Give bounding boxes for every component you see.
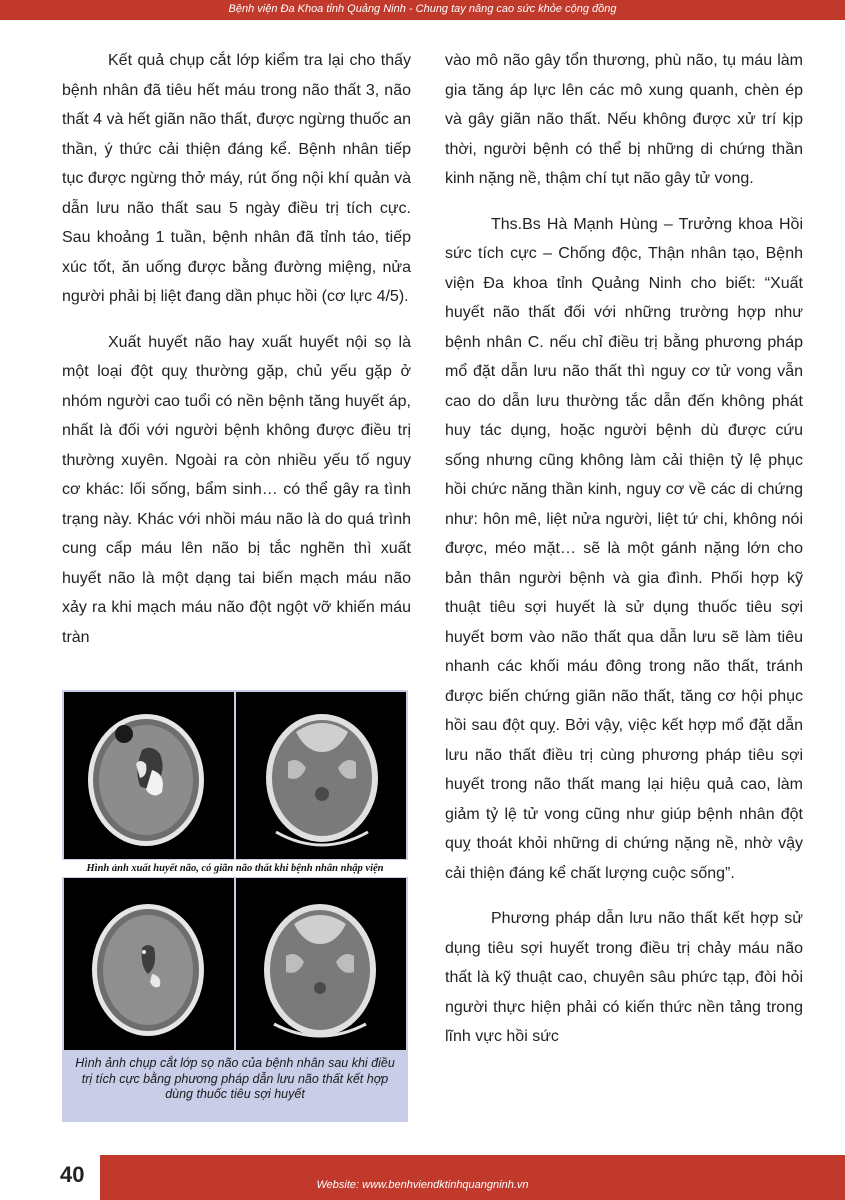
ct-scan-admission-skull-base	[236, 692, 406, 859]
paragraph: Phương pháp dẫn lưu não thất kết hợp sử dụng tiêu sợi huyết trong điều trị chảy máu não thất là kỹ thuật cao, chuyên sâu phức tạp, đòi hỏi người thực hiện phải có kiến thức nền tảng trong lĩnh vực hồi sức	[445, 910, 803, 1045]
ct-scan-after-treatment-axial	[64, 878, 234, 1050]
ct-scan-admission-axial	[64, 692, 234, 859]
ct-scan-after-treatment-skull-base	[236, 878, 406, 1050]
paragraph: Xuất huyết não hay xuất huyết nội sọ là một loại đột quỵ thường gặp, chủ yếu gặp ở nhóm người cao tuổi có nền bệnh tăng huyết áp, nhất là đối với người bệnh không được điều trị thường xuyên. Ngoài ra còn nhiều yếu tố nguy cơ khác: lối sống, bẩm sinh… có thể gây ra tình trạng này. Khác với nhồi máu não là do quá trình cung cấp máu lên não bị tắc nghẽn thì xuất huyết não là một dạng tai biến mạch máu não xảy ra khi mạch máu não đột ngột vỡ khiến máu tràn	[62, 333, 411, 646]
paragraph: Kết quả chụp cắt lớp kiểm tra lại cho thấy bệnh nhân đã tiêu hết máu trong não thất 3, não thất 4 và hết giãn não thất, được ngừng thuốc an thần, ý thức cải thiện đáng kể. Bệnh nhân tiếp tục được ngừng thở máy, rút ống nội khí quản và dẫn lưu não thất sau 5 ngày điều trị tích cực. Sau khoảng 1 tuần, bệnh nhân đã tỉnh táo, tiếp xúc tốt, ăn uống được bằng đường miệng, nửa người phải bị liệt đang dần phục hồi (cơ lực 4/5).	[62, 52, 411, 305]
figure-caption-bottom: Hình ảnh chụp cắt lớp sọ não của bệnh nhân sau khi điều trị tích cực bằng phương pháp dẫn lưu não thất kết hợp dùng thuốc tiêu sợi huyết	[75, 1056, 395, 1101]
figure-caption-top: Hình ảnh xuất huyết não, có giãn não thất khi bệnh nhân nhập viện	[62, 860, 408, 877]
page-number: 40	[60, 1162, 85, 1187]
header-tagline: Bệnh viện Đa Khoa tỉnh Quảng Ninh - Chung tay nâng cao sức khỏe cộng đồng	[228, 3, 617, 15]
footer-page-tab	[0, 1155, 100, 1200]
paragraph: Ths.Bs Hà Mạnh Hùng – Trưởng khoa Hồi sức tích cực – Chống độc, Thận nhân tạo, Bệnh viện Đa khoa tỉnh Quảng Ninh cho biết: “Xuất huyết não thất đối với những trường hợp như bệnh nhân C. nếu chỉ điều trị bằng phương pháp mổ đặt dẫn lưu não thất thì nguy cơ tử vong vẫn cao do dẫn lưu thường tắc dẫn đến không phát huy tác dụng, hoặc người bệnh dù được cứu sống nhưng cũng không làm cải thiện tỷ lệ phục hồi chức năng thần kinh, nguy cơ về các di chứng như: hôn mê, liệt nửa người, liệt tứ chi, không nói được, méo mặt… sẽ là một gánh nặng lớn cho bản thân người bệnh và gia đình. Phối hợp kỹ thuật tiêu sợi huyết là sử dụng thuốc tiêu sợi huyết bơm vào não thất qua dẫn lưu sẽ làm tiêu nhanh các khối máu đông trong não thất, tránh được biến chứng giãn não thất, tăng cơ hội phục hồi sau đột quỵ. Bởi vậy, việc kết hợp mổ đặt dẫn lưu não thất điều trị cùng phương pháp tiêu sợi huyết trong não thất mang lại hiệu quả cao, làm giảm tỷ lệ tử vong cũng như giúp bệnh nhân đột quỵ thoát khỏi những di chứng nặng nề, nhờ vậy cải thiện đáng kể chất lượng cuộc sống”.	[445, 215, 803, 882]
footer-website: Website: www.benhviendktinhquangninh.vn	[316, 1179, 529, 1191]
right-column	[445, 46, 803, 1068]
left-column	[62, 46, 411, 668]
footer-bar	[0, 1155, 845, 1200]
ct-figure	[62, 690, 408, 1122]
paragraph-continuation: vào mô não gây tổn thương, phù não, tụ máu làm gia tăng áp lực lên các mô xung quanh, chèn ép và gây giãn não thất. Nếu không được xử trí kịp thời, người bệnh có thể bị những di chứng thần kinh nặng nề, thậm chí tụt não gây tử vong.	[445, 52, 803, 187]
